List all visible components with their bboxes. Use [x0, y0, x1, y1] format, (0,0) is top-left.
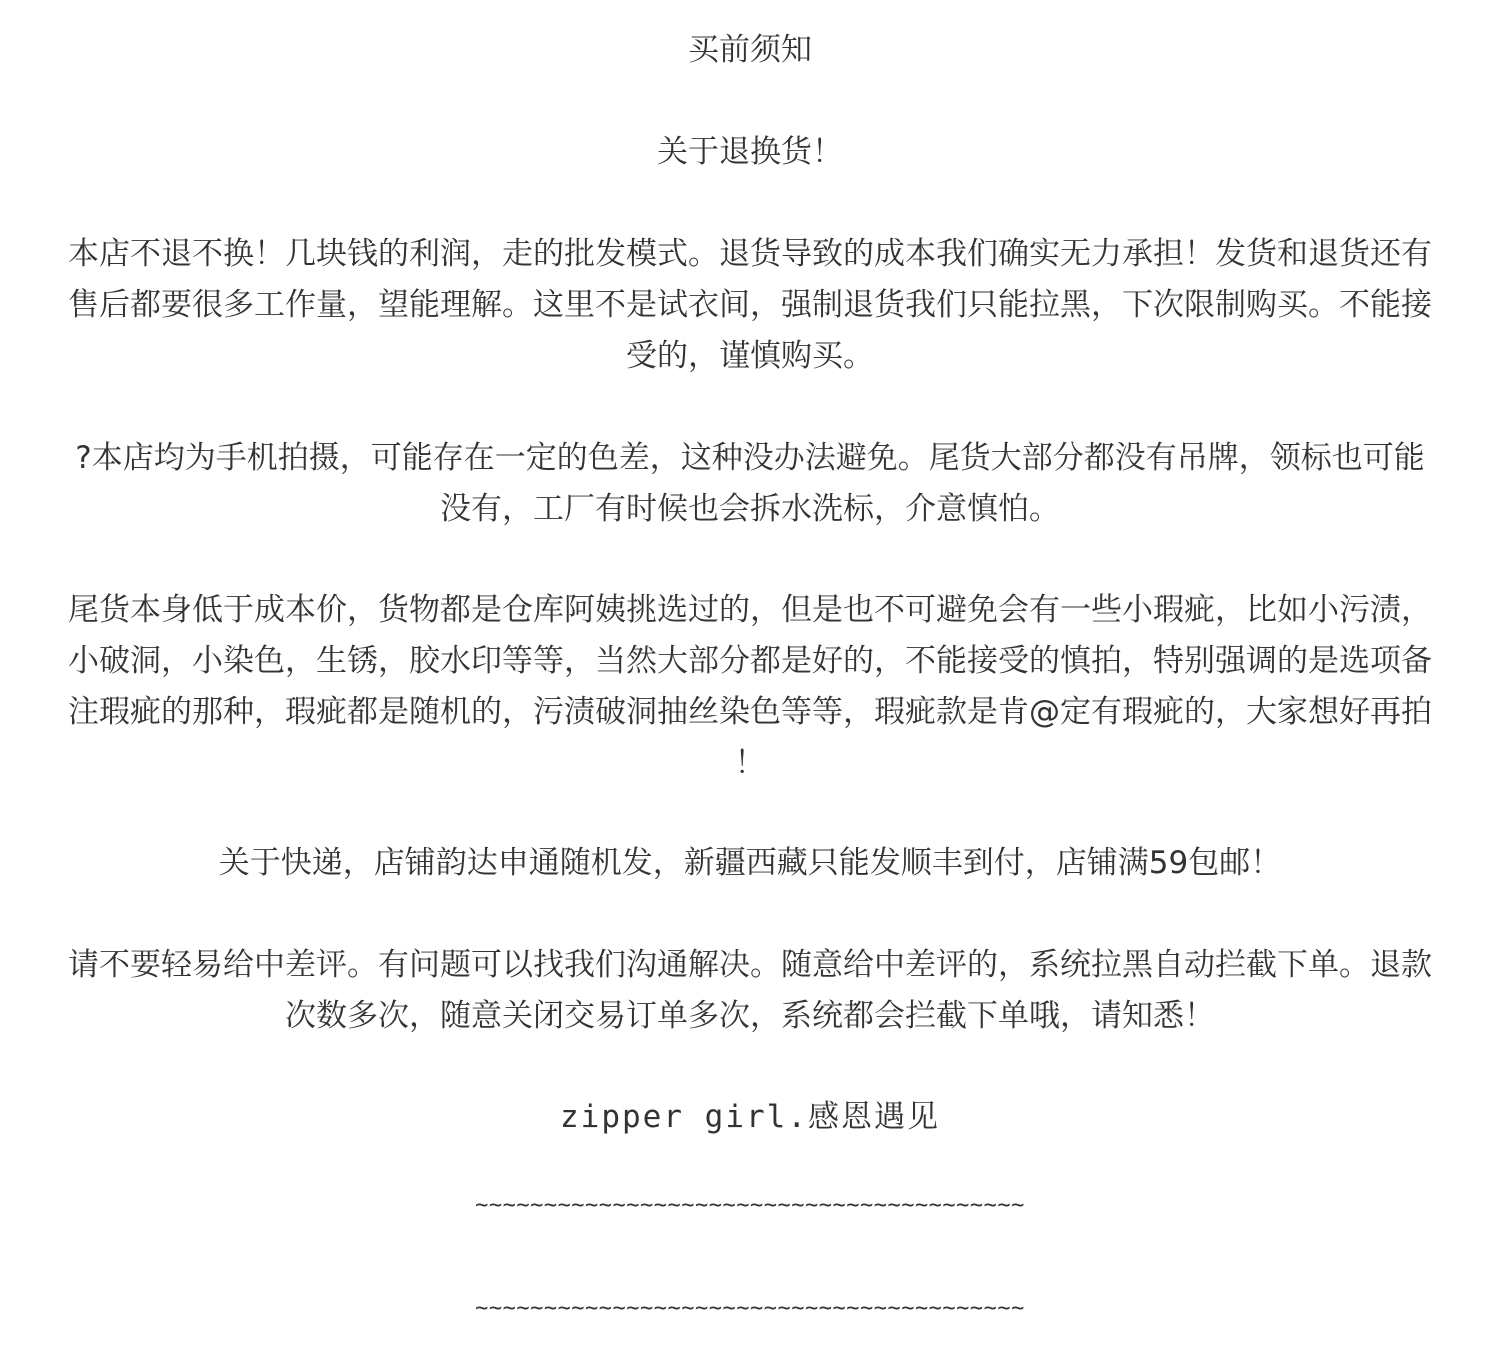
return-heading: 关于退换货！	[657, 134, 843, 170]
defect-note-line: 注瑕疵的那种，瑕疵都是随机的，污渍破洞抽丝染色等等，瑕疵款是肯@定有瑕疵的，大家想好再拍	[68, 694, 1432, 730]
return-policy-line: 受的，谨慎购买。	[626, 338, 874, 374]
return-policy-line: 本店不退不换！几块钱的利润，走的批发模式。退货导致的成本我们确实无力承担！发货和退货还有	[68, 236, 1432, 272]
defect-note-line: 尾货本身低于成本价，货物都是仓库阿姨挑选过的，但是也不可避免会有一些小瑕疵，比如小污渍，	[68, 592, 1432, 628]
defect-note-line: ！	[734, 745, 766, 781]
divider-tilde: ~~~~~~~~~~~~~~~~~~~~~~~~~~~~~~~~~~~~~~~~	[475, 1296, 1025, 1321]
photo-note-line: 没有，工厂有时候也会拆水洗标，介意慎怕。	[440, 491, 1060, 527]
photo-note-line: ?本店均为手机拍摄，可能存在一定的色差，这种没办法避免。尾货大部分都没有吊牌，领标也可能	[75, 440, 1425, 476]
signature: zipper girl.感恩遇见	[560, 1099, 940, 1135]
notice-title: 买前须知	[688, 32, 812, 68]
return-policy-line: 售后都要很多工作量，望能理解。这里不是试衣间，强制退货我们只能拉黑，下次限制购买。不能接	[68, 287, 1432, 323]
divider-tilde: ~~~~~~~~~~~~~~~~~~~~~~~~~~~~~~~~~~~~~~~~	[475, 1193, 1025, 1218]
review-note-line: 请不要轻易给中差评。有问题可以找我们沟通解决。随意给中差评的，系统拉黑自动拦截下单。退款	[68, 947, 1432, 983]
defect-note-line: 小破洞，小染色，生锈，胶水印等等，当然大部分都是好的，不能接受的慎拍，特别强调的是选项备	[68, 643, 1432, 679]
shipping-note: 关于快递，店铺韵达申通随机发，新疆西藏只能发顺丰到付，店铺满59包邮！	[218, 845, 1282, 881]
review-note-line: 次数多次，随意关闭交易订单多次，系统都会拦截下单哦，请知悉！	[285, 998, 1215, 1034]
